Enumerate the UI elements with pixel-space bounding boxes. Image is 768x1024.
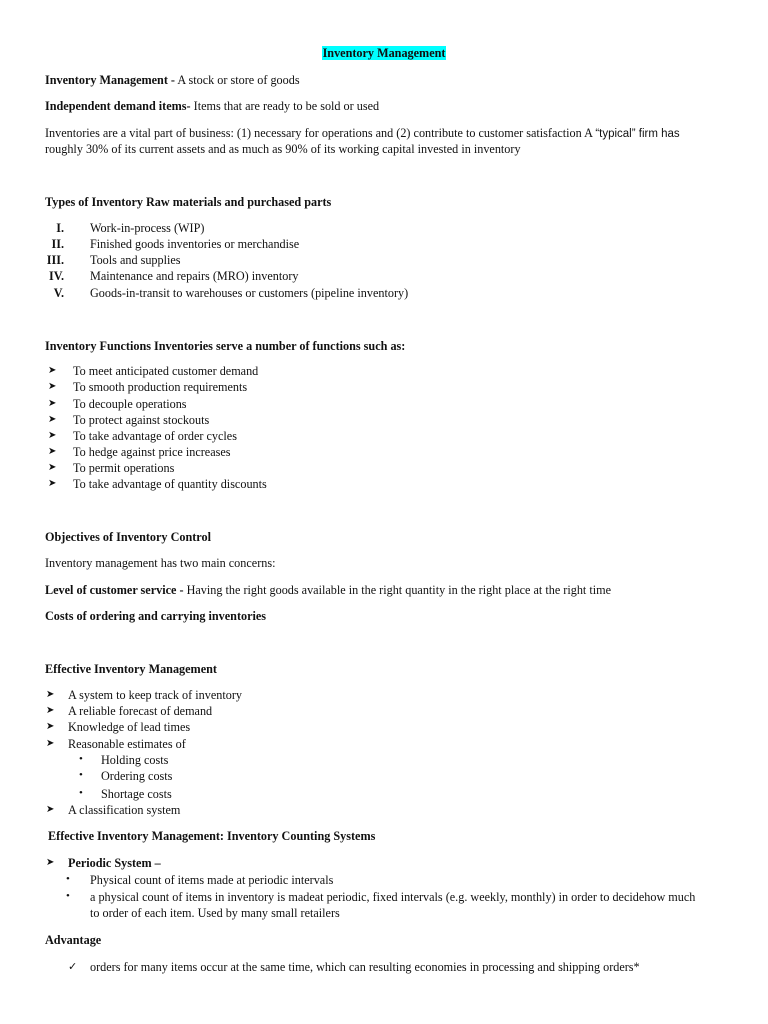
bullet-icon: • bbox=[66, 890, 70, 902]
arrow-bullet-icon: ➤ bbox=[46, 705, 55, 716]
arrow-bullet-icon: ➤ bbox=[48, 365, 57, 376]
costs-heading: Costs of ordering and carrying inventories bbox=[45, 609, 267, 623]
bullet-icon: • bbox=[79, 769, 83, 781]
intro-line-2: roughly 30% of its current assets and as much as 90% of its working capital invested in inventory bbox=[45, 142, 521, 156]
document-page: Inventory Management Inventory Management - A stock or store of goods Independent demand items- Items that are ready to be sold or used Inventories are a vital part of business: (1) necessary for operations and (2) contribute to customer satisfaction A “typical” firm has roughly 30% of its current assets and as much as 90% of its working capital invested in inventory Types of Inventory Raw materials and purchased parts I. Work-in-process (WIP) II. Finished goods inventories or merchandise III. Tools and supplies IV. Maintenance and repairs (MRO) inventory V. Goods-in-transit to warehouses or customers (pipeline inventory) Inventory Functions Inventories serve a number of functions such as: ➤ To meet anticipated customer demand ➤ To smooth production requirements ➤ To decouple operations ➤ To protect against stockouts ➤ To take advantage of order cycles ➤ To hedge against price increases ➤ To permit operations ➤ To take advantage of quantity discounts Objectives of Inventory Control Inventory management has two main concerns: Level of customer service - Having the right goods available in the right quantity in the right place at the right time Costs of ordering and carrying inventories Effective Inventory Management ➤ A system to keep track of inventory ➤ A reliable forecast of demand ➤ Knowledge of lead times ➤ Reasonable estimates of • Holding costs • Ordering costs • Shortage costs ➤ A classification system Effective Inventory Management: Inventory Counting Systems ➤ Periodic System – • Physical count of items made at periodic intervals • a physical count of items in inventory is madeat periodic, fixed intervals (e.g. weekly, monthly) in order to decidehow much to order of each item. Used by many small retailers Advantage ✓ orders for many items occur at the same time, which can resulting economies in processing and shipping orders* bbox=[0, 0, 768, 1024]
definition-independent-demand bbox=[45, 99, 379, 114]
effective-heading: Effective Inventory Management bbox=[45, 662, 217, 676]
arrow-bullet-icon: ➤ bbox=[46, 689, 55, 700]
definition-inventory-management bbox=[45, 73, 300, 88]
page-title: Inventory Management bbox=[322, 46, 446, 60]
arrow-bullet-icon: ➤ bbox=[46, 804, 55, 815]
typical-firm-text: “typical” firm has bbox=[595, 128, 680, 140]
arrow-bullet-icon: ➤ bbox=[48, 381, 57, 392]
advantage-heading: Advantage bbox=[45, 933, 102, 947]
bullet-icon: • bbox=[79, 787, 83, 799]
definition-term: Inventory Management - bbox=[45, 73, 175, 87]
customer-service-line: Level of customer service - Having the right goods available in the right quantity in the right place at the right time bbox=[45, 583, 612, 597]
arrow-bullet-icon: ➤ bbox=[48, 414, 57, 425]
arrow-bullet-icon: ➤ bbox=[48, 462, 57, 473]
functions-heading: Inventory Functions Inventories serve a number of functions such as: bbox=[45, 339, 406, 353]
counting-heading: Effective Inventory Management: Inventory Counting Systems bbox=[48, 829, 376, 843]
bullet-icon: • bbox=[66, 873, 70, 885]
definition-term: Independent demand items- bbox=[45, 99, 191, 113]
sub-list-item-continuation: to order of each item. Used by many small retailers bbox=[90, 906, 340, 920]
arrow-bullet-icon: ➤ bbox=[46, 721, 55, 732]
intro-line-1: Inventories are a vital part of business: (1) necessary for operations and (2) contribute to customer satisfaction A “typical” firm has bbox=[45, 126, 680, 140]
definition-text: Items that are ready to be sold or used bbox=[190, 99, 380, 113]
objectives-text: Inventory management has two main concerns: bbox=[45, 556, 276, 570]
types-heading: Types of Inventory Raw materials and purchased parts bbox=[45, 195, 332, 209]
arrow-bullet-icon: ➤ bbox=[46, 857, 55, 868]
arrow-bullet-icon: ➤ bbox=[48, 430, 57, 441]
arrow-bullet-icon: ➤ bbox=[48, 446, 57, 457]
definition-text: A stock or store of goods bbox=[174, 73, 300, 87]
arrow-bullet-icon: ➤ bbox=[46, 738, 55, 749]
bullet-icon: • bbox=[79, 753, 83, 765]
objectives-heading: Objectives of Inventory Control bbox=[45, 530, 211, 544]
checkmark-icon: ✓ bbox=[68, 961, 78, 973]
arrow-bullet-icon: ➤ bbox=[48, 398, 57, 409]
arrow-bullet-icon: ➤ bbox=[48, 478, 57, 489]
